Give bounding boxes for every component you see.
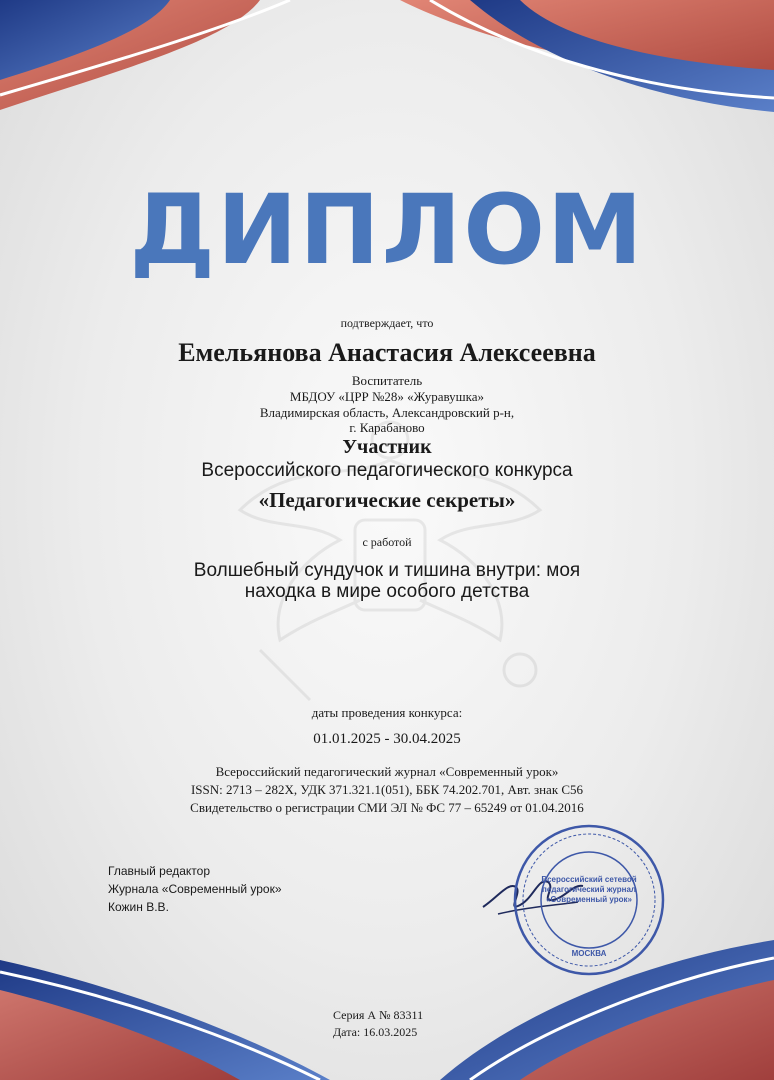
contest-name: «Педагогические секреты» (258, 488, 516, 512)
issue-date: Дата: 16.03.2025 (333, 1025, 418, 1039)
work-title (0, 560, 774, 602)
series-number: Серия А № 83311 (333, 1008, 424, 1022)
stamp-bottom-text: МОСКВА (571, 949, 607, 958)
recipient-position: Воспитатель (351, 373, 423, 388)
work-title-line1: Волшебный сундучок и тишина внутри: моя (193, 560, 581, 581)
stamp-center-text (534, 875, 644, 905)
journal-line: Всероссийский педагогический журнал «Современный урок» (215, 764, 559, 779)
editor-name: Кожин В.В. (108, 900, 169, 914)
registration-line: Свидетельство о регистрации СМИ ЭЛ № ФС 77 – 65249 от 01.04.2016 (190, 800, 584, 815)
with-work-label: с работой (362, 535, 412, 549)
recipient-region: Владимирская область, Александровский р-н, (259, 405, 515, 420)
recipient-city: г. Карабаново (349, 420, 425, 435)
recipient-organization: МБДОУ «ЦРР №28» «Журавушка» (289, 389, 485, 404)
contest-type: Всероссийского педагогического конкурса (201, 460, 573, 481)
stamp-line2: педагогический журнал (542, 885, 636, 894)
official-stamp (512, 823, 666, 977)
work-title-line2: находка в мире особого детства (244, 581, 530, 602)
editor-title: Главный редактор (108, 864, 211, 878)
dates-label: даты проведения конкурса: (311, 705, 463, 720)
stamp-line3: «Современный урок» (546, 895, 632, 904)
stamp-line1: Всероссийский сетевой (541, 875, 637, 884)
editor-journal: Журнала «Современный урок» (108, 882, 282, 896)
top-ribbon-decoration (0, 0, 774, 160)
recipient-name: Емельянова Анастасия Алексеевна (178, 338, 596, 367)
issn-line: ISSN: 2713 – 282X, УДК 371.321.1(051), ББК 74.202.701, Авт. знак С56 (190, 782, 584, 797)
confirms-text: подтверждает, что (340, 316, 434, 330)
diploma-title: ДИПЛОМ (129, 174, 645, 286)
participant-status: Участник (342, 436, 432, 458)
dates-value: 01.01.2025 - 30.04.2025 (313, 731, 461, 747)
